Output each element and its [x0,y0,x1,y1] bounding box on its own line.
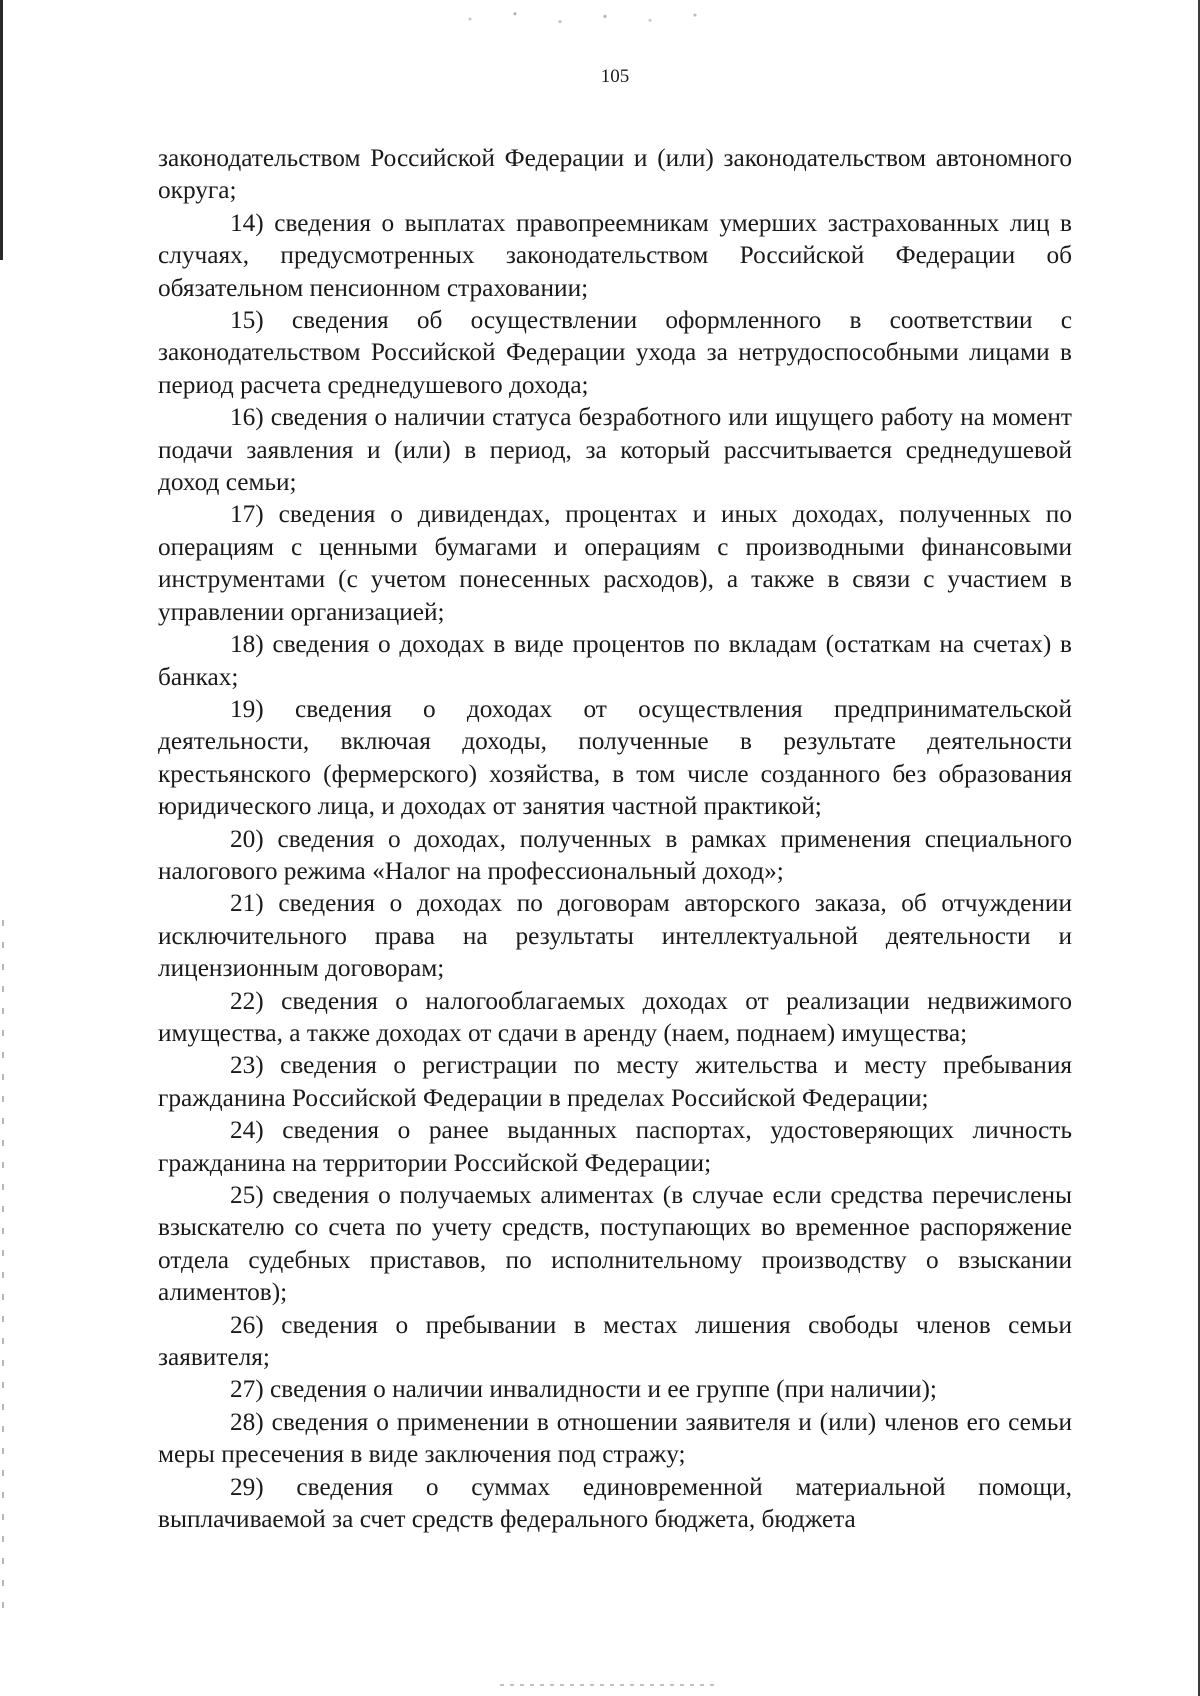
list-item: 27) сведения о наличии инвалидности и ее группе (при наличии); [230,1375,937,1404]
list-item: 17) сведения о дивидендах, процентах и иных доходах, полученных по операциям с ценными бумагами и операциям с производными финансовыми инструментами (с учетом понесенных расходов), а также в связи с участием в управлении организацией; [158,500,1072,626]
list-item: 26) сведения о пребывании в местах лишения свободы членов семьи заявителя; [158,1310,1072,1372]
list-item: 23) сведения о регистрации по месту жительства и месту пребывания гражданина Российской Федерации в пределах Российской Федерации; [158,1051,1072,1112]
paragraph: законодательством Российской Федерации и (или) законодательством автономного округа; [158,144,1072,205]
list-item: 29) сведения о суммах единовременной материальной помощи, выплачиваемой за счет средств федерального бюджета, бюджета [158,1472,1072,1534]
list-item: 16) сведения о наличии статуса безработного или ищущего работу на момент подачи заявления и (или) в период, за который рассчитывается среднедушевой доход семьи; [158,403,1072,497]
scan-artifact [500,1684,720,1686]
list-item: 24) сведения о ранее выданных паспортах, удостоверяющих личность гражданина на территории Российской Федерации; [158,1116,1072,1177]
list-item: 20) сведения о доходах, полученных в рамках применения специального налогового режима «Налог на профессиональный доход»; [158,824,1072,885]
scan-left-edge [0,0,3,260]
document-body [158,142,1072,1535]
page-number: 105 [600,66,630,87]
scan-artifact [440,6,740,32]
list-item: 21) сведения о доходах по договорам авторского заказа, об отчуждении исключительного права на результаты интеллектуальной деятельности и лицензионным договорам; [158,889,1072,983]
list-item: 28) сведения о применении в отношении заявителя и (или) членов его семьи меры пресечения в виде заключения под стражу; [158,1407,1072,1469]
list-item: 15) сведения об осуществлении оформленного в соответствии с законодательством Российской Федерации ухода за нетрудоспособными лицами в период расчета среднедушевого дохода; [158,306,1072,399]
list-item: 14) сведения о выплатах правопреемникам умерших застрахованных лиц в случаях, предусмотренных законодательством Российской Федерации об обязательном пенсионном страховании; [158,208,1072,302]
list-item: 19) сведения о доходах от осуществления предпринимательской деятельности, включая доходы, полученные в результате деятельности крестьянского (фермерского) хозяйства, в том числе созданного без образования юридического лица, и доходах от занятия частной практикой; [158,694,1072,821]
scan-artifact [2,920,4,1620]
list-item: 22) сведения о налогооблагаемых доходах от реализации недвижимого имущества, а также доходах от сдачи в аренду (наем, поднаем) имущества; [158,986,1072,1047]
list-item: 25) сведения о получаемых алиментах (в случае если средства перечислены взыскателю со счета по учету средств, поступающих во временное распоряжение отдела судебных приставов, по исполнительному производству о взыскании алиментов); [158,1181,1072,1307]
list-item: 18) сведения о доходах в виде процентов по вкладам (остаткам на счетах) в банках; [158,630,1072,691]
